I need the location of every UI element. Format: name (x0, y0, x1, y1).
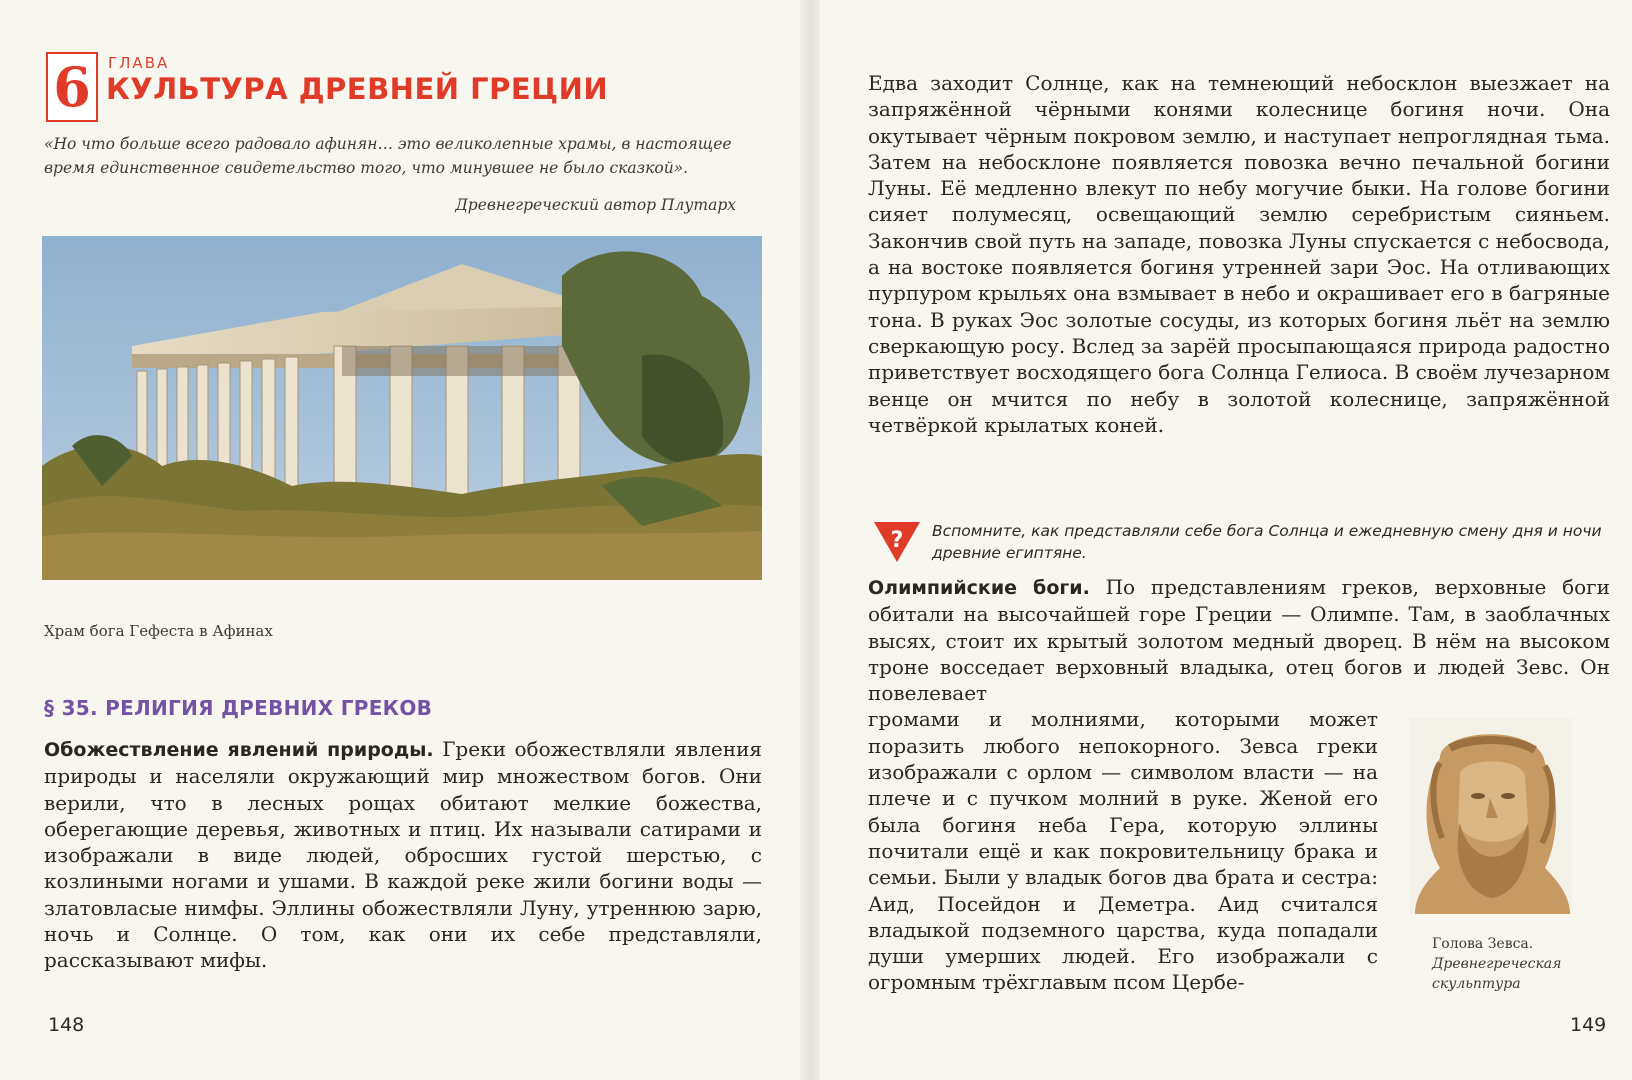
zeus-bust-photo (1410, 718, 1572, 914)
question-mark-triangle-icon (874, 520, 920, 562)
question-text: Вспомните, как представляли себе бога Солнца и ежедневную смену дня и ночи древние египтяне. (932, 522, 1602, 562)
chapter-number-box (46, 52, 98, 122)
epigraph: «Но что больше всего радовало афинян… это великолепные храмы, в настоящее время единственное свидетельство того, что минувшее не было сказкой». (44, 135, 732, 177)
right-page (820, 0, 1632, 1080)
zeus-caption (1432, 934, 1612, 994)
paragraph-lead: Обожествление явлений природы. (44, 739, 434, 761)
book-gutter (800, 0, 820, 1080)
zeus-caption-title: Голова Зевса. (1432, 936, 1534, 952)
chapter-number: 6 (53, 55, 91, 119)
olympic-gods-text-narrow: громами и молниями, которыми может поразить любого непокорного. Зевса греки изображали с орлом — символом власти — на плече и с пучком молний в руке. Женой его была богиня неба Гера, которую эллины почитали ещё и как покровительницу брака и семьи. Были у владык богов два брата и сестра: Аид, Посейдон и Деметра. Аид считался владыкой подземного царства, куда попадали души умерших людей. Его изображали с огромным трёхглавым псом Цербе- (868, 707, 1378, 995)
chapter-label: ГЛАВА (108, 54, 170, 72)
photo-caption: Храм бога Гефеста в Афинах (44, 622, 273, 640)
left-paragraph (44, 736, 762, 974)
question-box (874, 520, 1614, 570)
section-title: § 35. РЕЛИГИЯ ДРЕВНИХ ГРЕКОВ (44, 696, 433, 720)
olympic-gods-wide-block (868, 574, 1610, 706)
olympic-gods-lead: Олимпийские боги. (868, 577, 1090, 599)
myth-paragraph: Едва заходит Солнце, как на темнеющий небосклон выезжает на запряжённой чёрными конями колеснице богиня ночи. Она окутывает чёрным покровом землю, и наступает непроглядная тьма. Затем на небосклоне появляется повозка вечно печальной богини Луны. Её медленно влекут по небу могучие быки. На голове богини сияет полумесяц, освещающий землю серебристым сияньем. Закончив свой путь на западе, повозка Луны спускается с небосвода, а на востоке появляется богиня утренней зари Эос. На отливающих пурпуром крыльях она взмывает в небо и окрашивает его в багряные тона. В руках Эос золотые сосуды, из которых богиня льёт на землю сверкающую росу. Вслед за зарёй просыпающаяся природа радостно приветствует восходящего бога Солнца Гелиоса. В своём лучезарном венце он мчится по небу в золотой колеснице, запряжённой четвёркой крылатых коней. (868, 71, 1610, 437)
olympic-gods-text-wide: По представлениям греков, верховные боги обитали на высочайшей горе Греции — Олимпе. Там, в заоблачных высях, стоит их крытый золотом медный дворец. В нём на высоком троне восседает верховный владыка, отец богов и людей Зевс. Он повелевает (868, 575, 1610, 706)
temple-photo (42, 236, 762, 580)
paragraph-text: Греки обожествляли явления природы и населяли окружающий мир множеством богов. Они верили, что в лесных рощах обитают мелкие божества, оберегающие деревья, животных и птиц. Их называли сатирами и изображали в виде людей, обросших густой шерстью, с козлиными ногами и ушами. В каждой реке жили богини воды — златовласые нимфы. Эллины обожествляли Луну, утреннюю зарю, ночь и Солнце. О том, как они их себе представляли, рассказывают мифы. (44, 737, 763, 973)
zeus-caption-subtitle: Древнегреческая скульптура (1432, 956, 1562, 992)
page-number-right: 149 (1570, 1014, 1607, 1036)
left-page (0, 0, 800, 1080)
svg-text:?: ? (890, 528, 904, 553)
chapter-title: КУЛЬТУРА ДРЕВНЕЙ ГРЕЦИИ (106, 72, 609, 106)
page-number-left: 148 (48, 1014, 85, 1036)
epigraph-author: Древнегреческий автор Плутарх (455, 196, 736, 214)
